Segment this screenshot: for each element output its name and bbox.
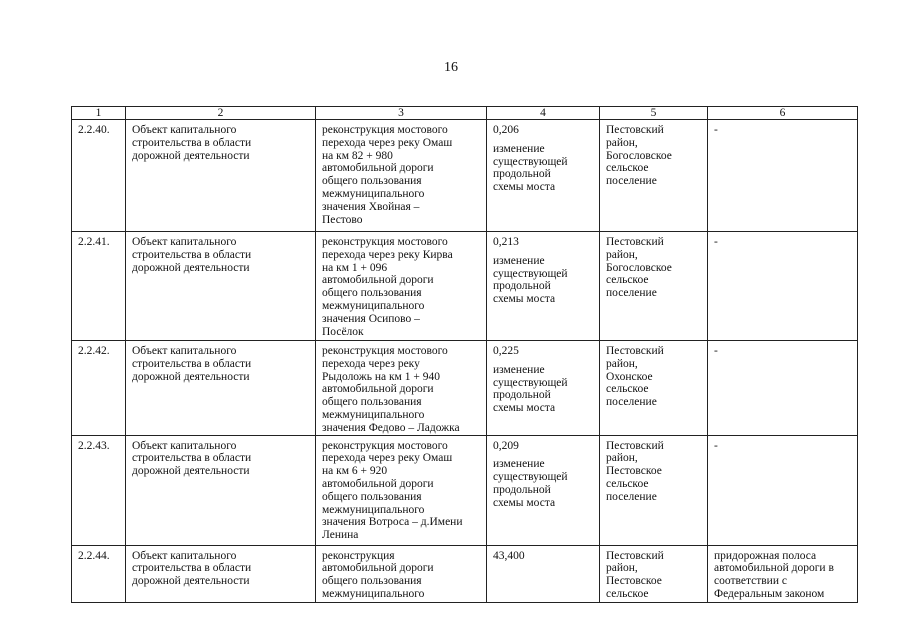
objects-table (71, 106, 858, 603)
location-line: район, (606, 562, 638, 575)
location-line: район, (606, 357, 638, 370)
description-line: перехода через реку (322, 357, 420, 370)
location-cell (600, 232, 708, 341)
description-line: перехода через реку Омаш (322, 136, 453, 149)
description-line: перехода через реку Омаш (322, 452, 453, 465)
value-number: 0,206 (493, 124, 519, 136)
value-note-line: схемы моста (493, 402, 556, 415)
location-line: район, (606, 452, 638, 465)
description-line: на км 6 + 920 (322, 465, 388, 478)
value-note-line: схемы моста (493, 181, 556, 194)
description-line: значения Вотроса – д.Имени (322, 516, 463, 529)
value-note-line: существующей (493, 155, 568, 168)
value-cell (487, 341, 600, 436)
row-number-cell: 2.2.43. (72, 435, 126, 545)
location-line: поселение (606, 396, 657, 409)
description-cell (316, 341, 487, 436)
description-cell (316, 232, 487, 341)
location-line: поселение (606, 287, 657, 300)
location-line: сельское (606, 274, 649, 287)
object-type-line: дорожной деятельности (132, 370, 250, 383)
row-number-cell: 2.2.44. (72, 545, 126, 602)
header-cell: 6 (708, 107, 858, 120)
extra-line: автомобильной дороги в (714, 562, 834, 575)
object-type-line: строительства в области (132, 248, 252, 261)
description-cell (316, 120, 487, 232)
object-type-line: Объект капитального (132, 439, 237, 452)
value-number: 0,225 (493, 345, 519, 357)
location-line: Пестовский (606, 124, 664, 136)
table-body (72, 120, 858, 603)
row-number-cell: 2.2.41. (72, 232, 126, 341)
description-line: Ленина (322, 529, 359, 542)
description-line: реконструкция мостового (322, 345, 448, 357)
location-cell (600, 120, 708, 232)
location-line: Пестовское (606, 465, 662, 478)
value-number: 0,209 (493, 439, 519, 452)
value-note-line: продольной (493, 168, 551, 181)
extra-cell (708, 545, 858, 602)
description-line: реконструкция мостового (322, 124, 448, 136)
value-note-line: продольной (493, 280, 551, 293)
description-line: реконструкция (322, 549, 395, 562)
location-line: район, (606, 136, 638, 149)
object-type-line: Объект капитального (132, 345, 237, 357)
description-line: значения Хвойная – (322, 200, 420, 213)
value-number: 0,213 (493, 236, 519, 248)
location-cell (600, 545, 708, 602)
object-type-line: строительства в области (132, 452, 252, 465)
extra-line: Федеральным законом (714, 587, 825, 600)
table-row (72, 341, 858, 436)
object-type-line: дорожной деятельности (132, 575, 250, 588)
value-note-line: существующей (493, 267, 568, 280)
location-line: сельское (606, 477, 649, 490)
description-line: межмуниципального (322, 187, 425, 200)
object-type-cell (126, 545, 316, 602)
description-line: автомобильной дороги (322, 477, 434, 490)
object-type-line: строительства в области (132, 136, 252, 149)
location-line: Пестовский (606, 345, 664, 357)
header-cell: 3 (316, 107, 487, 120)
extra-cell (708, 435, 858, 545)
location-line: сельское (606, 162, 649, 175)
value-note-line: изменение (493, 363, 545, 376)
extra-line: - (714, 124, 718, 136)
row-number-cell: 2.2.42. (72, 341, 126, 436)
description-cell (316, 435, 487, 545)
location-line: поселение (606, 175, 657, 188)
extra-line: - (714, 345, 718, 357)
extra-cell (708, 341, 858, 436)
header-row (72, 107, 858, 120)
description-line: межмуниципального (322, 587, 425, 600)
location-line: сельское (606, 383, 649, 396)
location-line: Богословское (606, 149, 672, 162)
location-line: Богословское (606, 261, 672, 274)
value-note-line: продольной (493, 483, 551, 496)
value-cell (487, 545, 600, 602)
value-cell (487, 435, 600, 545)
location-line: Пестовский (606, 439, 664, 452)
row-number-cell: 2.2.40. (72, 120, 126, 232)
table-row (72, 120, 858, 232)
value-note-line: существующей (493, 471, 568, 484)
description-line: перехода через реку Кирва (322, 248, 453, 261)
value-cell (487, 232, 600, 341)
object-type-line: Объект капитального (132, 236, 237, 248)
description-line: реконструкция мостового (322, 236, 448, 248)
location-line: поселение (606, 490, 657, 503)
table-row (72, 435, 858, 545)
description-line: автомобильной дороги (322, 162, 434, 175)
object-type-line: дорожной деятельности (132, 261, 250, 274)
value-note-line: схемы моста (493, 293, 556, 306)
description-line: общего пользования (322, 575, 422, 588)
location-line: Охонское (606, 370, 653, 383)
value-note-line: существующей (493, 376, 568, 389)
header-cell: 2 (126, 107, 316, 120)
description-line: на км 82 + 980 (322, 149, 393, 162)
extra-cell (708, 232, 858, 341)
value-note-line: изменение (493, 254, 545, 267)
description-line: Рыдоложь на км 1 + 940 (322, 370, 440, 383)
description-line: реконструкция мостового (322, 439, 448, 452)
description-line: Посёлок (322, 325, 364, 338)
description-line: на км 1 + 096 (322, 261, 388, 274)
value-cell (487, 120, 600, 232)
description-line: значения Осипово – (322, 312, 420, 325)
object-type-line: Объект капитального (132, 549, 237, 562)
description-line: автомобильной дороги (322, 562, 434, 575)
extra-line: - (714, 236, 718, 248)
extra-line: придорожная полоса (714, 549, 817, 562)
extra-line: соответствии с (714, 575, 787, 588)
extra-line: - (714, 439, 718, 452)
location-line: район, (606, 248, 638, 261)
table-row (72, 545, 858, 602)
description-line: автомобильной дороги (322, 274, 434, 287)
value-note-line: схемы моста (493, 496, 556, 509)
description-line: общего пользования (322, 396, 422, 409)
extra-cell (708, 120, 858, 232)
header-cell: 4 (487, 107, 600, 120)
description-line: значения Федово – Ладожка (322, 421, 460, 434)
object-type-cell (126, 435, 316, 545)
object-type-line: строительства в области (132, 562, 252, 575)
page-number: 16 (444, 60, 458, 75)
location-line: Пестовский (606, 549, 664, 562)
value-note-line: изменение (493, 142, 545, 155)
object-type-line: строительства в области (132, 357, 252, 370)
object-type-line: дорожной деятельности (132, 465, 250, 478)
table-header (72, 107, 858, 120)
location-line: Пестовский (606, 236, 664, 248)
object-type-line: Объект капитального (132, 124, 237, 136)
location-line: Пестовское (606, 575, 662, 588)
value-number: 43,400 (493, 549, 525, 562)
description-line: межмуниципального (322, 299, 425, 312)
header-cell: 5 (600, 107, 708, 120)
description-line: межмуниципального (322, 503, 425, 516)
header-cell: 1 (72, 107, 126, 120)
description-line: общего пользования (322, 287, 422, 300)
object-type-cell (126, 120, 316, 232)
description-line: общего пользования (322, 175, 422, 188)
description-cell (316, 545, 487, 602)
location-cell (600, 341, 708, 436)
description-line: межмуниципального (322, 408, 425, 421)
description-line: общего пользования (322, 490, 422, 503)
object-type-cell (126, 232, 316, 341)
description-line: Пестово (322, 213, 363, 226)
location-cell (600, 435, 708, 545)
object-type-cell (126, 341, 316, 436)
location-line: сельское (606, 587, 649, 600)
object-type-line: дорожной деятельности (132, 149, 250, 162)
value-note-line: изменение (493, 458, 545, 471)
value-note-line: продольной (493, 389, 551, 402)
table-row (72, 232, 858, 341)
description-line: автомобильной дороги (322, 383, 434, 396)
